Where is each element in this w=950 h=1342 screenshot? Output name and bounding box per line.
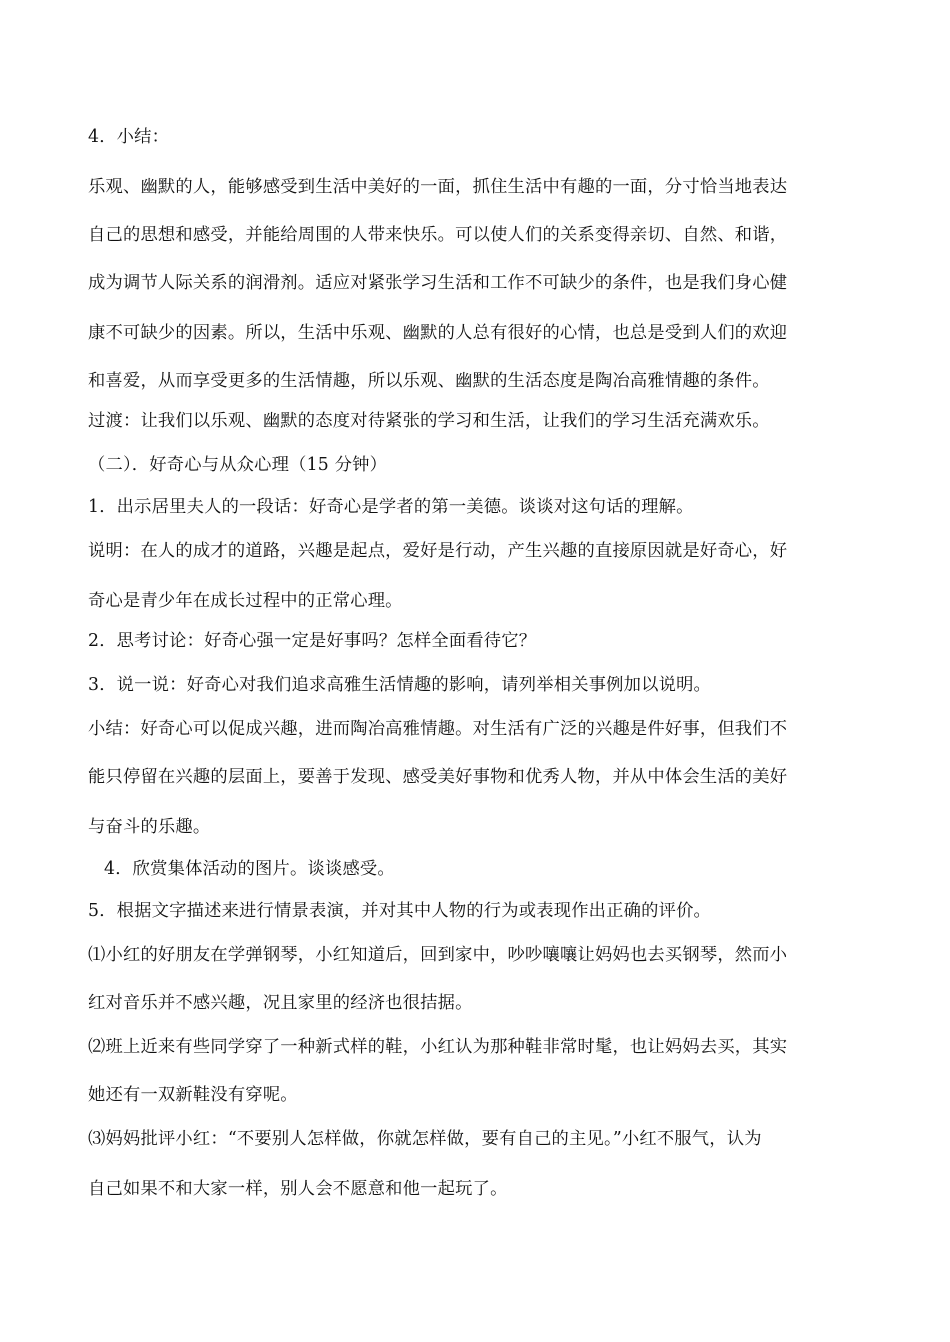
paragraph-line: 成为调节人际关系的润滑剂。适应对紧张学习生活和工作不可缺少的条件，也是我们身心健	[88, 273, 788, 293]
paragraph-line: 能只停留在兴趣的层面上，要善于发现、感受美好事物和优秀人物，并从中体会生活的美好	[88, 767, 788, 787]
list-item: 5．根据文字描述来进行情景表演，并对其中人物的行为或表现作出正确的评价。	[88, 901, 712, 921]
paragraph-line: 小结：好奇心可以促成兴趣，进而陶冶高雅情趣。对生活有广泛的兴趣是件好事，但我们不	[88, 719, 788, 739]
scenario-line: ⑴小红的好朋友在学弹钢琴，小红知道后，回到家中，吵吵嚷嚷让妈妈也去买钢琴，然而小	[88, 945, 788, 965]
scenario-line: ⑶妈妈批评小红：“不要别人怎样做，你就怎样做，要有自己的主见。”小红不服气，认为	[88, 1129, 762, 1149]
scenario-line: ⑵班上近来有些同学穿了一种新式样的鞋，小红认为那种鞋非常时髦，也让妈妈去买，其实	[88, 1037, 788, 1057]
scenario-line: 红对音乐并不感兴趣，况且家里的经济也很拮据。	[88, 993, 473, 1013]
list-item: 2．思考讨论：好奇心强一定是好事吗？怎样全面看待它？	[88, 631, 537, 651]
list-item: 4．欣赏集体活动的图片。谈谈感受。	[104, 859, 395, 879]
transition-line: 过渡：让我们以乐观、幽默的态度对待紧张的学习和生活，让我们的学习生活充满欢乐。	[88, 411, 770, 431]
list-item: 3．说一说：好奇心对我们追求高雅生活情趣的影响，请列举相关事例加以说明。	[88, 675, 712, 695]
paragraph-line: 说明：在人的成才的道路，兴趣是起点，爱好是行动，产生兴趣的直接原因就是好奇心，好	[88, 541, 788, 561]
paragraph-line: 乐观、幽默的人，能够感受到生活中美好的一面，抓住生活中有趣的一面，分寸恰当地表达	[88, 177, 788, 197]
paragraph-line: 与奋斗的乐趣。	[88, 817, 211, 837]
list-item: 1．出示居里夫人的一段话：好奇心是学者的第一美德。谈谈对这句话的理解。	[88, 497, 694, 517]
paragraph-line: 和喜爱，从而享受更多的生活情趣，所以乐观、幽默的生活态度是陶冶高雅情趣的条件。	[88, 371, 770, 391]
summary-heading: 4．小结：	[88, 127, 170, 147]
section-heading: （二）．好奇心与从众心理（15 分钟）	[88, 455, 388, 475]
paragraph-line: 自己的思想和感受，并能给周围的人带来快乐。可以使人们的关系变得亲切、自然、和谐，	[88, 225, 788, 245]
paragraph-line: 康不可缺少的因素。所以，生活中乐观、幽默的人总有很好的心情，也总是受到人们的欢迎	[88, 323, 788, 343]
scenario-line: 自己如果不和大家一样，别人会不愿意和他一起玩了。	[88, 1179, 508, 1199]
scenario-line: 她还有一双新鞋没有穿呢。	[88, 1085, 298, 1105]
paragraph-line: 奇心是青少年在成长过程中的正常心理。	[88, 591, 403, 611]
